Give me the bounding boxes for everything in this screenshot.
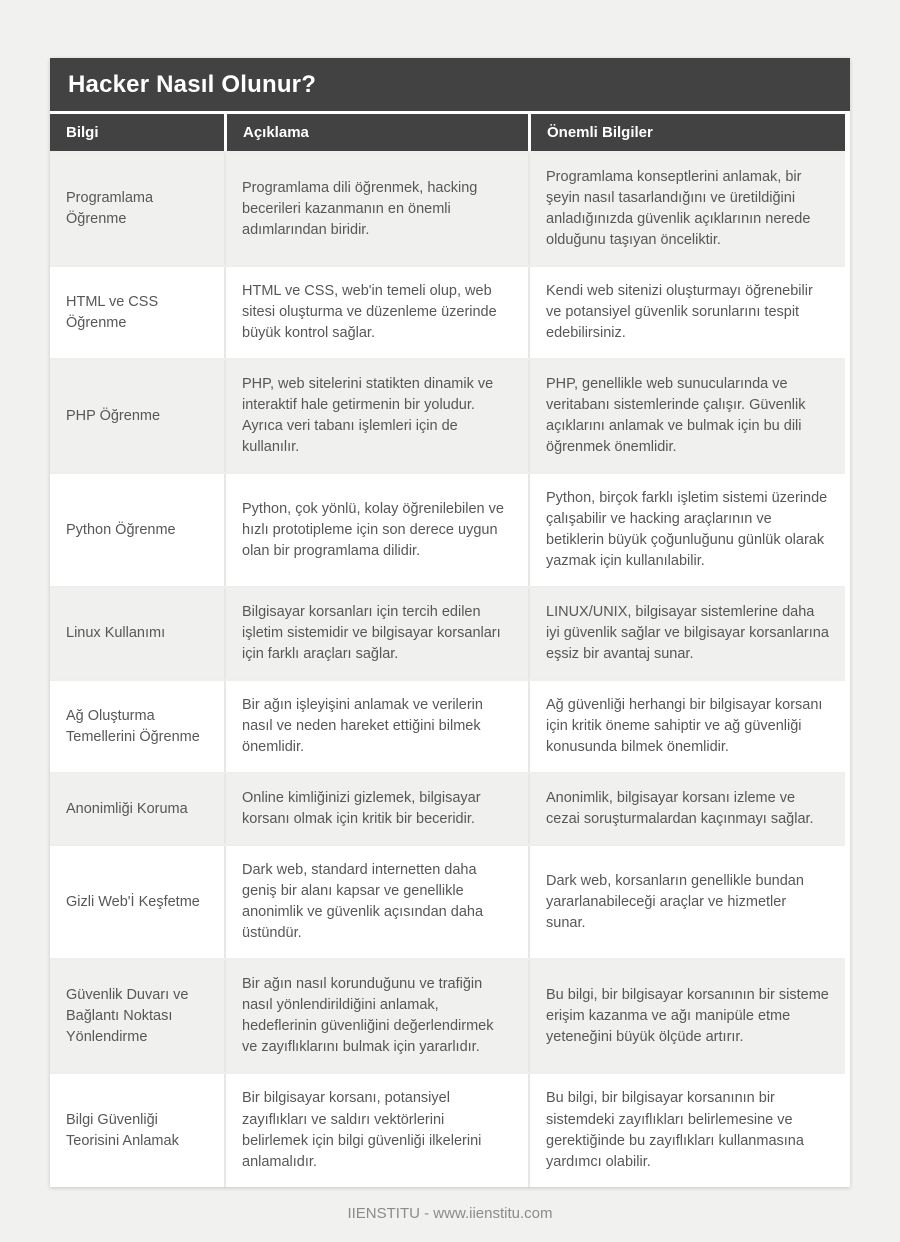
cell-aciklama: Bir ağın işleyişini anlamak ve verilerin nasıl ve neden hareket ettiğini bilmek önemlidir. <box>224 681 528 772</box>
cell-onemli-bilgiler: LINUX/UNIX, bilgisayar sistemlerine daha iyi güvenlik sağlar ve bilgisayar korsanlarına eşsiz bir avantaj sunar. <box>528 588 845 679</box>
table-row <box>50 1072 845 1186</box>
cell-bilgi: Linux Kullanımı <box>50 588 224 679</box>
cell-bilgi: Gizli Web'İ Keşfetme <box>50 846 224 958</box>
table-row <box>50 958 845 1072</box>
cell-aciklama: PHP, web sitelerini statikten dinamik ve interaktif hale getirmenin bir yoludur. Ayrıca veri tabanı işlemleri için de kullanılır. <box>224 360 528 472</box>
cell-onemli-bilgiler: Bu bilgi, bir bilgisayar korsanının bir sistemdeki zayıflıkları belirlemesine ve gerektiğinde bu zayıflıkları kullanmasına yardımcı olabilir. <box>528 1074 845 1186</box>
table-row <box>50 358 845 472</box>
cell-bilgi: Güvenlik Duvarı ve Bağlantı Noktası Yönlendirme <box>50 960 224 1072</box>
content-card <box>50 58 850 1187</box>
cell-bilgi: Anonimliği Koruma <box>50 774 224 844</box>
table-row <box>50 772 845 844</box>
table-row <box>50 265 845 358</box>
table-row <box>50 472 845 586</box>
cell-onemli-bilgiler: Python, birçok farklı işletim sistemi üzerinde çalışabilir ve hacking araçlarının ve betiklerin büyük çoğunluğunu günlük olarak yazmak için kullanılabilir. <box>528 474 845 586</box>
column-header-bilgi: Bilgi <box>50 114 224 151</box>
cell-aciklama: HTML ve CSS, web'in temeli olup, web sitesi oluşturma ve düzenleme üzerinde büyük kontrol sağlar. <box>224 267 528 358</box>
cell-bilgi: Bilgi Güvenliği Teorisini Anlamak <box>50 1074 224 1186</box>
cell-onemli-bilgiler: Bu bilgi, bir bilgisayar korsanının bir sisteme erişim kazanma ve ağı manipüle etme yeteneğini büyük ölçüde artırır. <box>528 960 845 1072</box>
table-row <box>50 844 845 958</box>
column-header-aciklama: Açıklama <box>224 114 528 151</box>
cell-onemli-bilgiler: Ağ güvenliği herhangi bir bilgisayar korsanı için kritik öneme sahiptir ve ağ güvenliği konusunda bilmek önemlidir. <box>528 681 845 772</box>
cell-aciklama: Bilgisayar korsanları için tercih edilen işletim sistemidir ve bilgisayar korsanları için farklı araçları sağlar. <box>224 588 528 679</box>
cell-aciklama: Bir ağın nasıl korunduğunu ve trafiğin nasıl yönlendirildiğini anlamak, hedeflerinin güvenliğini değerlendirmek ve zayıflıklarını bulmak için yararlıdır. <box>224 960 528 1072</box>
cell-bilgi: PHP Öğrenme <box>50 360 224 472</box>
cell-bilgi: Ağ Oluşturma Temellerini Öğrenme <box>50 681 224 772</box>
cell-onemli-bilgiler: Programlama konseptlerini anlamak, bir şeyin nasıl tasarlandığını ve üretildiğini anladığınızda güvenlik açıklarının nerede olduğunu taşıyan önceliktir. <box>528 153 845 265</box>
table-header-row <box>50 114 845 151</box>
table-row <box>50 586 845 679</box>
cell-onemli-bilgiler: PHP, genellikle web sunucularında ve veritabanı sistemlerinde çalışır. Güvenlik açıklarını anlamak ve bulmak için bu dili öğrenmek önemlidir. <box>528 360 845 472</box>
table-row <box>50 151 845 265</box>
cell-onemli-bilgiler: Anonimlik, bilgisayar korsanı izleme ve cezai soruşturmalardan kaçınmayı sağlar. <box>528 774 845 844</box>
cell-bilgi: Programlama Öğrenme <box>50 153 224 265</box>
footer-brand-text: IIENSTITU - www.iienstitu.com <box>347 1204 553 1222</box>
table-row <box>50 679 845 772</box>
page-title: Hacker Nasıl Olunur? <box>50 58 850 111</box>
cell-bilgi: Python Öğrenme <box>50 474 224 586</box>
cell-bilgi: HTML ve CSS Öğrenme <box>50 267 224 358</box>
cell-aciklama: Dark web, standard internetten daha geniş bir alanı kapsar ve genellikle anonimlik ve güvenlik açısından daha üstündür. <box>224 846 528 958</box>
column-header-onemli-bilgiler: Önemli Bilgiler <box>528 114 845 151</box>
cell-aciklama: Python, çok yönlü, kolay öğrenilebilen ve hızlı prototipleme için son derece uygun olan bir programlama dilidir. <box>224 474 528 586</box>
info-table <box>50 111 850 1187</box>
cell-aciklama: Programlama dili öğrenmek, hacking becerileri kazanmanın en önemli adımlarından biridir. <box>224 153 528 265</box>
cell-aciklama: Bir bilgisayar korsanı, potansiyel zayıflıkları ve saldırı vektörlerini belirlemek için bilgi güvenliği ilkelerini anlamalıdır. <box>224 1074 528 1186</box>
cell-onemli-bilgiler: Kendi web sitenizi oluşturmayı öğrenebilir ve potansiyel güvenlik sorunlarını tespit edebilirsiniz. <box>528 267 845 358</box>
cell-aciklama: Online kimliğinizi gizlemek, bilgisayar korsanı olmak için kritik bir beceridir. <box>224 774 528 844</box>
cell-onemli-bilgiler: Dark web, korsanların genellikle bundan yararlanabileceği araçlar ve hizmetler sunar. <box>528 846 845 958</box>
